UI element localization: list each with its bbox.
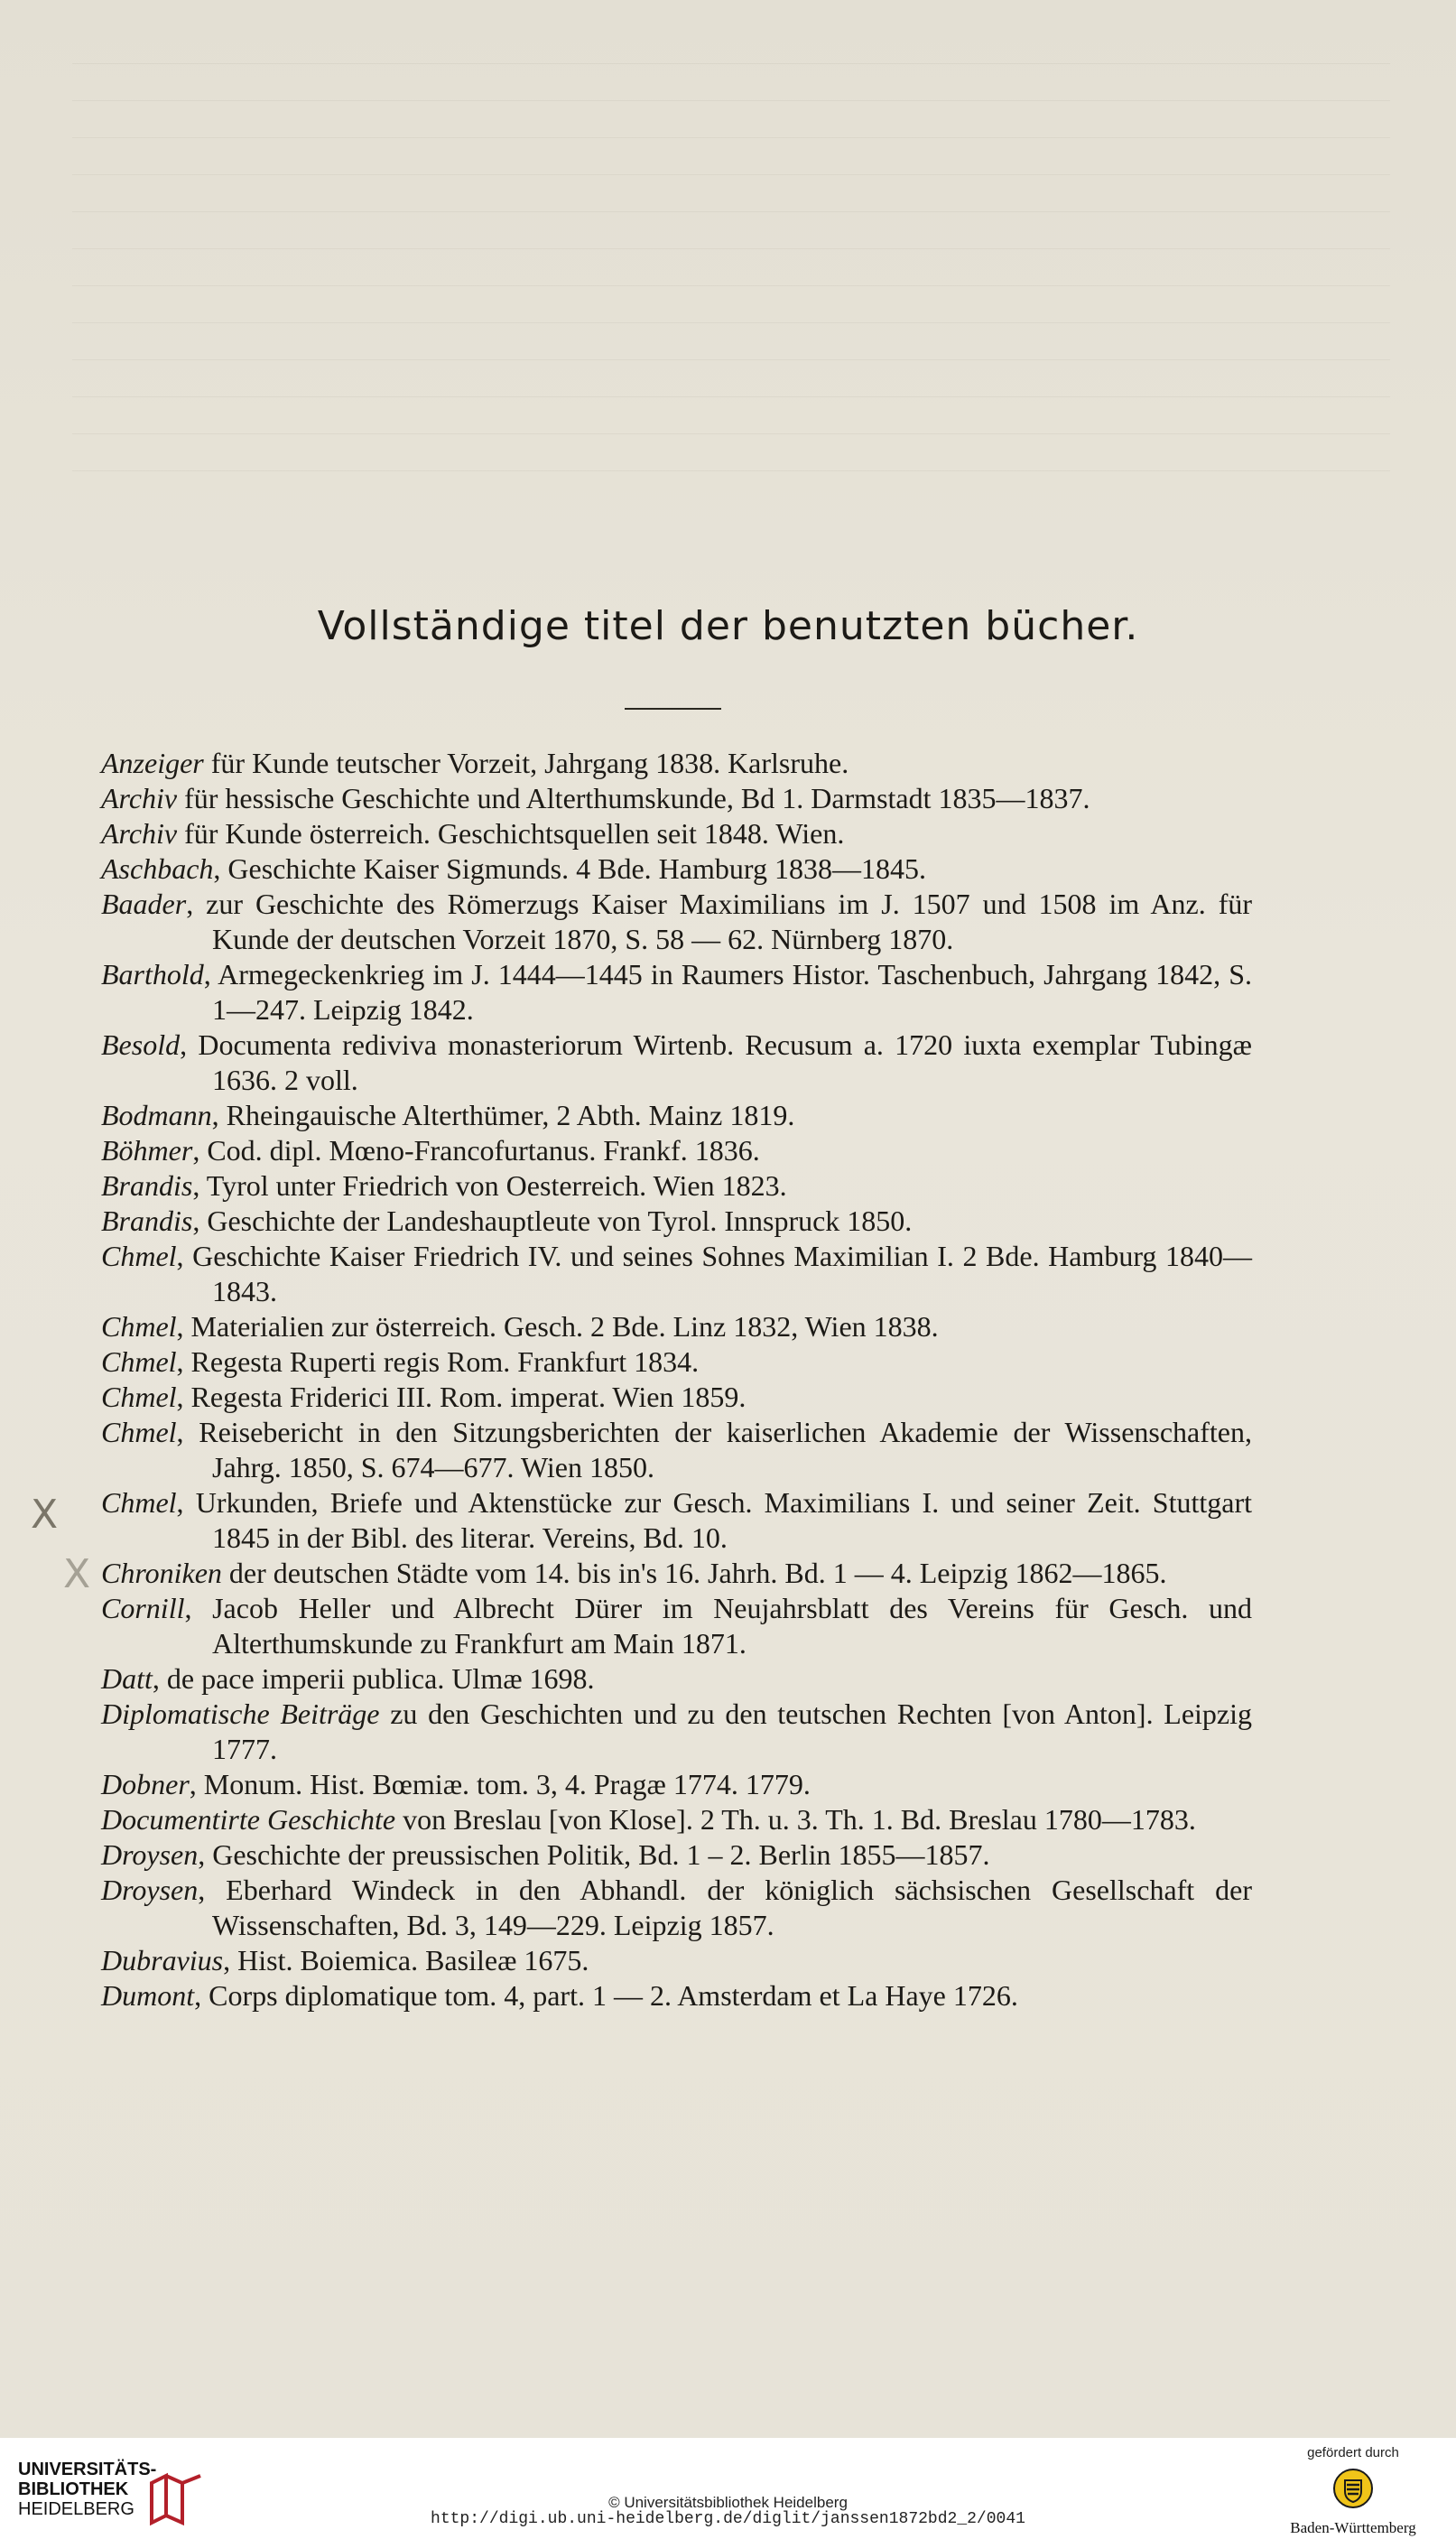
bibliography-entry: [101, 1028, 1252, 1098]
entry-author: Brandis: [101, 1169, 193, 1202]
baden-wuerttemberg-crest-icon: [1332, 2468, 1374, 2509]
entry-details: , Rheingauische Alterthümer, 2 Abth. Mainz 1819.: [211, 1099, 795, 1131]
entry-author: Dobner: [101, 1768, 190, 1800]
margin-cross-mark: X: [31, 1492, 59, 1538]
entry-author: Chroniken: [101, 1557, 222, 1589]
entry-author: Anzeiger: [101, 747, 204, 779]
entry-author: Cornill: [101, 1592, 185, 1624]
entry-details: , zur Geschichte des Römerzugs Kaiser Maximilians im J. 1507 und 1508 im Anz. für Kunde der deutschen Vorzeit 1870, S. 58 — 62. Nürnberg 1870.: [186, 888, 1252, 955]
bibliography-entry: [101, 1344, 1252, 1380]
bibliography-entry: [101, 957, 1252, 1028]
funder-name: Baden-Württemberg: [1290, 2519, 1416, 2536]
entry-author: Chmel: [101, 1240, 177, 1272]
bibliography-entry: [101, 816, 1252, 851]
entry-author: Baader: [101, 888, 187, 920]
bibliography-entry: [101, 1802, 1252, 1837]
entry-details: für Kunde teutscher Vorzeit, Jahrgang 1838. Karlsruhe.: [203, 747, 849, 779]
bibliography-entry: [101, 781, 1252, 816]
entry-details: , Reisebericht in den Sitzungsberichten der kaiserlichen Akademie der Wissenschaften, Jahrg. 1850, S. 674—677. Wien 1850.: [176, 1416, 1252, 1483]
entry-details: , Hist. Boiemica. Basileæ 1675.: [223, 1944, 589, 1976]
entry-author: Chmel: [101, 1310, 177, 1343]
bibliography-entry: [101, 746, 1252, 781]
bibliography-entry: [101, 1591, 1252, 1661]
bibliography-entry: [101, 1098, 1252, 1133]
bibliography-entry: [101, 1837, 1252, 1873]
entry-details: , de pace imperii publica. Ulmæ 1698.: [152, 1662, 595, 1695]
footer-credits: [0, 2494, 1456, 2528]
entry-author: Barthold: [101, 958, 204, 990]
entry-author: Diplomatische Beiträge: [101, 1697, 380, 1730]
bibliography-entry: [101, 1661, 1252, 1697]
entry-author: Datt: [101, 1662, 153, 1695]
funder-logo[interactable]: [1272, 2445, 1434, 2537]
footer-bar: [0, 2438, 1456, 2539]
bibliography-entry: [101, 1133, 1252, 1168]
page-heading: Vollständige titel der benutzten bücher.: [317, 603, 1139, 649]
entry-details: , Monum. Hist. Bœmiæ. tom. 3, 4. Pragæ 1774. 1779.: [189, 1768, 811, 1800]
bibliography-entry: [101, 887, 1252, 957]
bibliography-entry: [101, 1767, 1252, 1802]
entry-details: , Corps diplomatique tom. 4, part. 1 — 2. Amsterdam et La Haye 1726.: [194, 1979, 1018, 2012]
entry-details: , Geschichte der preussischen Politik, Bd. 1 – 2. Berlin 1855—1857.: [198, 1838, 990, 1871]
entry-details: von Breslau [von Klose]. 2 Th. u. 3. Th. 1. Bd. Breslau 1780—1783.: [395, 1803, 1196, 1836]
entry-author: Bodmann: [101, 1099, 212, 1131]
bibliography-entry: [101, 1873, 1252, 1943]
entry-details: , Jacob Heller und Albrecht Dürer im Neujahrsblatt des Vereins für Gesch. und Alterthumskunde zu Frankfurt am Main 1871.: [184, 1592, 1252, 1660]
entry-details: , Documenta rediviva monasteriorum Wirtenb. Recusum a. 1720 iuxta exemplar Tubingæ 1636. 2 voll.: [180, 1028, 1252, 1096]
bibliography-list: [101, 746, 1252, 2014]
bibliography-entry: [101, 1239, 1252, 1309]
entry-author: Documentirte Geschichte: [101, 1803, 396, 1836]
entry-author: Besold: [101, 1028, 181, 1061]
entry-details: , Geschichte der Landeshauptleute von Tyrol. Innspruck 1850.: [192, 1204, 913, 1237]
margin-cross-mark: X: [63, 1551, 91, 1597]
library-name: UNIVERSITÄTS- BIBLIOTHEK HEIDELBERG: [18, 2460, 157, 2519]
entry-details: , Cod. dipl. Mœno-Francofurtanus. Frankf. 1836.: [192, 1134, 760, 1167]
bibliography-entry: [101, 1380, 1252, 1415]
entry-details: zu den Geschichten und zu den teutschen Rechten [von Anton]. Leipzig 1777.: [212, 1697, 1253, 1765]
entry-author: Brandis: [101, 1204, 193, 1237]
entry-author: Archiv: [101, 817, 178, 850]
copyright-text: © Universitätsbibliothek Heidelberg: [608, 2494, 848, 2511]
entry-author: Chmel: [101, 1381, 177, 1413]
bibliography-entry: [101, 851, 1252, 887]
entry-details: , Armegeckenkrieg im J. 1444—1445 in Raumers Histor. Taschenbuch, Jahrgang 1842, S. 1—247. Leipzig 1842.: [203, 958, 1252, 1026]
entry-details: , Materialien zur österreich. Gesch. 2 Bde. Linz 1832, Wien 1838.: [176, 1310, 939, 1343]
entry-author: Chmel: [101, 1416, 177, 1448]
entry-author: Böhmer: [101, 1134, 193, 1167]
entry-author: Chmel: [101, 1345, 177, 1378]
bibliography-entry: [101, 1168, 1252, 1204]
entry-author: Droysen: [101, 1874, 199, 1906]
entry-details: , Urkunden, Briefe und Aktenstücke zur Gesch. Maximilians I. und seiner Zeit. Stuttgart 1845 in der Bibl. des literar. Vereins, Bd. 10.: [176, 1486, 1252, 1554]
bibliography-entry: [101, 1415, 1252, 1485]
entry-details: , Geschichte Kaiser Friedrich IV. und seines Sohnes Maximilian I. 2 Bde. Hamburg 1840—1843.: [176, 1240, 1252, 1307]
entry-author: Chmel: [101, 1486, 177, 1519]
entry-details: für hessische Geschichte und Alterthumskunde, Bd 1. Darmstadt 1835—1837.: [177, 782, 1090, 814]
bibliography-entry: [101, 1556, 1252, 1591]
entry-details: , Geschichte Kaiser Sigmunds. 4 Bde. Hamburg 1838—1845.: [213, 852, 926, 885]
funded-by-label: gefördert durch: [1307, 2445, 1399, 2460]
entry-author: Dubravius: [101, 1944, 224, 1976]
heading-rule: [625, 708, 721, 710]
bibliography-entry: [101, 1943, 1252, 1978]
entry-author: Dumont: [101, 1979, 195, 2012]
entry-details: der deutschen Städte vom 14. bis in's 16. Jahrh. Bd. 1 — 4. Leipzig 1862—1865.: [221, 1557, 1167, 1589]
bleed-through-texture: [72, 27, 1390, 497]
entry-author: Aschbach: [101, 852, 214, 885]
bibliography-entry: [101, 1309, 1252, 1344]
entry-details: für Kunde österreich. Geschichtsquellen seit 1848. Wien.: [177, 817, 845, 850]
entry-details: , Eberhard Windeck in den Abhandl. der königlich sächsischen Gesellschaft der Wissenschaften, Bd. 3, 149—229. Leipzig 1857.: [198, 1874, 1252, 1941]
entry-author: Droysen: [101, 1838, 199, 1871]
entry-details: , Regesta Friderici III. Rom. imperat. Wien 1859.: [176, 1381, 747, 1413]
bibliography-entry: [101, 1204, 1252, 1239]
entry-details: , Tyrol unter Friedrich von Oesterreich. Wien 1823.: [192, 1169, 787, 1202]
bibliography-entry: [101, 1978, 1252, 2014]
bibliography-entry: [101, 1697, 1252, 1767]
bibliography-entry: [101, 1485, 1252, 1556]
permalink[interactable]: http://digi.ub.uni-heidelberg.de/diglit/janssen1872bd2_2/0041: [431, 2510, 1025, 2528]
entry-author: Archiv: [101, 782, 178, 814]
entry-details: , Regesta Ruperti regis Rom. Frankfurt 1834.: [176, 1345, 700, 1378]
